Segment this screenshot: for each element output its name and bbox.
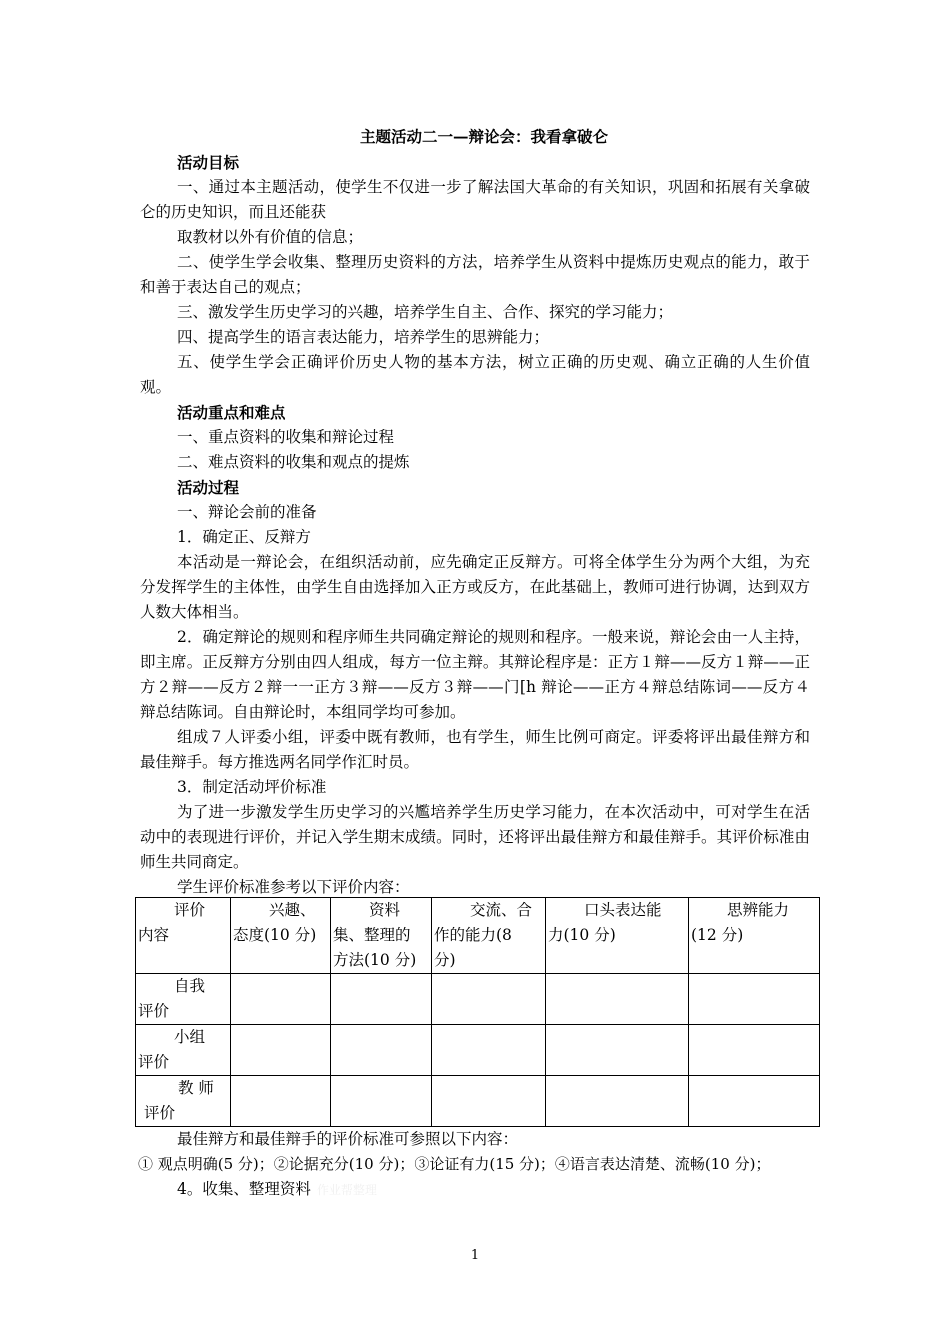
paragraph: 五、使学生学会正确评价历史人物的基本方法，树立正确的历史观、确立正确的人生价值观。: [140, 353, 810, 396]
table-cell: [546, 974, 689, 1025]
paragraph: 二、难点资料的收集和观点的提炼: [177, 453, 410, 471]
table-row: [136, 1025, 820, 1076]
table-cell: [689, 1025, 820, 1076]
table-cell: [231, 1025, 331, 1076]
table-header-row: [136, 898, 820, 974]
watermark-text: 作业帮整理: [316, 1183, 377, 1197]
table-row: [136, 974, 820, 1025]
document-body: [140, 124, 810, 900]
table-row-label: 自我 评价: [136, 974, 231, 1025]
paragraph: 组成７人评委小组，评委中既有教师，也有学生，师生比例可商定。评委将评出最佳辩方和最佳辩手。每方推选两名同学作汇时员。: [140, 728, 810, 771]
table-cell: [432, 1025, 546, 1076]
evaluation-table: [135, 897, 820, 1127]
table-cell: [689, 1076, 820, 1127]
paragraph: 一、重点资料的收集和辩论过程: [177, 428, 395, 446]
section-heading-goals: 活动目标: [177, 153, 240, 172]
paragraph: 二、使学生学会收集、整理历史资料的方法，培养学生从资料中提炼历史观点的能力，敢于和善于表达自己的观点；: [140, 253, 810, 296]
post-table-text: [140, 1127, 820, 1202]
table-cell: [689, 974, 820, 1025]
table-cell: [432, 974, 546, 1025]
paragraph: 一、辩论会前的准备: [177, 503, 317, 521]
paragraph: 1．确定正、反辩方: [177, 528, 311, 546]
paragraph: 3．制定活动坪价标准: [177, 778, 327, 796]
table-cell: [432, 1076, 546, 1127]
paragraph: ① 观点明确(5 分)；②论据充分(10 分)；③论证有力(15 分)；④语言表达清楚、流畅(10 分)；: [138, 1155, 771, 1173]
paragraph: 本活动是一辩论会，在组织活动前，应先确定正反辩方。可将全体学生分为两个大组，为充分发挥学生的主体性，由学生自由选择加入正方或反方，在此基础上，教师可进行协调，达到双方人数大体相当。: [140, 553, 810, 621]
paragraph: 4。收集、整理资料 作业帮整理: [177, 1180, 377, 1198]
table-header-cell: 口头表达能 力(10 分): [546, 898, 689, 974]
table-cell: [331, 974, 432, 1025]
table-header-cell: 交流、合 作的能力(8 分): [432, 898, 546, 974]
table-header-cell: 兴趣、 态度(10 分): [231, 898, 331, 974]
section-heading-focus: 活动重点和难点: [177, 403, 286, 422]
paragraph: 四、提高学生的语言表达能力，培养学生的思辨能力；: [177, 328, 550, 346]
paragraph: 2．确定辩论的规则和程序师生共同确定辩论的规则和程序。一般来说，辩论会由一人主持，即主席。正反辩方分别由四人组成，每方一位主辩。其辩论程序是：正方１辩——反方１辩——正方２辩——反方２辩一一正方３辩——反方３辩——门[h 辩论——正方４辩总结陈词——反方４辩总结陈词。自由辩论时，本组同学均可参加。: [140, 628, 810, 721]
table-row: [136, 1076, 820, 1127]
table-row-label: 小组 评价: [136, 1025, 231, 1076]
table-header-cell: 思辨能力 (12 分): [689, 898, 820, 974]
paragraph: 为了进一步激发学生历史学习的兴尷培养学生历史学习能力，在本次活动中，可对学生在活动中的表现进行评价，并记入学生期末成绩。同时，还将评出最佳辩方和最佳辩手。其评价标准由师生共同商定。: [140, 803, 810, 871]
table-header-cell: 资料 集、整理的 方法(10 分): [331, 898, 432, 974]
paragraph: 一、通过本主题活动，使学生不仅进一步了解法国大革命的有关知识，巩固和拓展有关拿破仑的历史知识，而且还能获: [140, 178, 810, 221]
paragraph: 学生评价标准参考以下评价内容：: [177, 878, 410, 896]
page-title: 主题活动二一—辩论会：我看拿破仑: [359, 127, 608, 146]
table-cell: [546, 1025, 689, 1076]
table-cell: [231, 974, 331, 1025]
table-header-cell: 评价 内容: [136, 898, 231, 974]
table-cell: [231, 1076, 331, 1127]
paragraph: 最佳辩方和最佳辩手的评价标准可参照以下内容：: [177, 1130, 519, 1148]
section-heading-process: 活动过程: [177, 478, 240, 497]
paragraph: 取教材以外有价值的信息；: [177, 228, 364, 246]
paragraph: 三、激发学生历史学习的兴趣，培养学生自主、合作、探究的学习能力；: [177, 303, 674, 321]
table-cell: [331, 1025, 432, 1076]
table-row-label: 教 师 评价: [136, 1076, 231, 1127]
table-cell: [546, 1076, 689, 1127]
table-cell: [331, 1076, 432, 1127]
page-number: 1: [470, 1248, 480, 1263]
